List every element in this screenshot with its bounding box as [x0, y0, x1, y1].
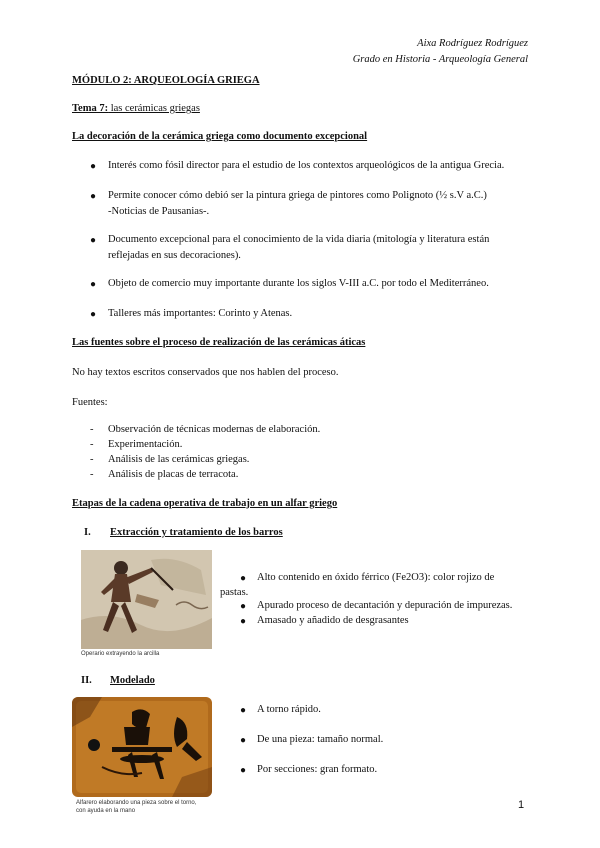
source-item: Análisis de las cerámicas griegas.: [108, 454, 250, 465]
topic-text: las cerámicas griegas: [108, 103, 200, 114]
stage1-title: Extracción y tratamiento de los barros: [110, 527, 283, 538]
stage1-bullet-1-line2: pastas.: [220, 587, 249, 598]
stage2-image-caption-line2: con ayuda en la mano: [76, 808, 136, 814]
bullet-dot: ●: [90, 309, 97, 320]
bullet-dot: ●: [240, 616, 247, 627]
stage2-bullet-3: Por secciones: gran formato.: [257, 764, 378, 775]
pinax-potter-wheel-image: [72, 697, 212, 797]
section1-bullet-3-line1: Documento excepcional para el conocimiento de la vida diaria (mitología y literatura están: [108, 234, 490, 245]
bullet-dot: ●: [240, 705, 247, 716]
bullet-dot: ●: [240, 765, 247, 776]
stage2-title: Modelado: [110, 675, 155, 686]
header-author: Aixa Rodríguez Rodríguez: [417, 38, 528, 49]
bullet-dot: ●: [90, 279, 97, 290]
section3-heading: Etapas de la cadena operativa de trabajo en un alfar griego: [72, 498, 338, 509]
dash-marker: -: [90, 424, 94, 435]
source-item: Observación de técnicas modernas de elaboración.: [108, 424, 321, 435]
bullet-dot: ●: [90, 235, 97, 246]
stage1-bullet-2: Apurado proceso de decantación y depuración de impurezas.: [257, 600, 513, 611]
source-item: Experimentación.: [108, 439, 183, 450]
section1-bullet-4: Objeto de comercio muy importante durante los siglos V-III a.C. por todo el Mediterráneo.: [108, 278, 489, 289]
sources-label: Fuentes:: [72, 397, 108, 408]
module-title: MÓDULO 2: ARQUEOLOGÍA GRIEGA: [72, 75, 260, 86]
stage2-image-caption-line1: Alfarero elaborando una pieza sobre el torno,: [76, 800, 197, 806]
section1-bullet-2-line1: Permite conocer cómo debió ser la pintura griega de pintores como Polignoto (½ s.V a.C.): [108, 190, 487, 201]
bullet-dot: ●: [90, 191, 97, 202]
section1-bullet-2-line2: -Noticias de Pausanias-.: [108, 206, 210, 217]
section2-heading: Las fuentes sobre el proceso de realización de las cerámicas áticas: [72, 337, 366, 348]
section1-bullet-3-line2: reflejadas en sus decoraciones).: [108, 250, 241, 261]
section2-intro: No hay textos escritos conservados que nos hablen del proceso.: [72, 367, 339, 378]
bullet-dot: ●: [240, 601, 247, 612]
page-number: 1: [518, 799, 525, 811]
stage1-image-caption: Operario extrayendo la arcilla: [81, 651, 160, 657]
topic-line: [72, 103, 200, 114]
bullet-dot: ●: [240, 573, 247, 584]
dash-marker: -: [90, 439, 94, 450]
stage1-bullet-3: Amasado y añadido de desgrasantes: [257, 615, 409, 626]
stage1-numeral: I.: [84, 527, 91, 538]
bullet-dot: ●: [90, 161, 97, 172]
stage2-bullet-2: De una pieza: tamaño normal.: [257, 734, 384, 745]
dash-marker: -: [90, 469, 94, 480]
section1-heading: La decoración de la cerámica griega como documento excepcional: [72, 131, 368, 142]
section1-bullet-1: Interés como fósil director para el estudio de los contextos arqueológicos de la antigua Grecia.: [108, 160, 505, 171]
stage1-bullet-1-line1: Alto contenido en óxido férrico (Fe2O3): color rojizo de: [257, 572, 495, 583]
header-course: Grado en Historia - Arqueología General: [352, 54, 528, 65]
stage2-bullet-1: A torno rápido.: [257, 704, 321, 715]
section1-bullet-5: Talleres más importantes: Corinto y Atenas.: [108, 308, 293, 319]
bullet-dot: ●: [240, 735, 247, 746]
topic-label: Tema 7:: [72, 103, 109, 114]
dash-marker: -: [90, 454, 94, 465]
stage2-numeral: II.: [81, 675, 92, 686]
pinax-clay-extraction-image: [81, 550, 212, 649]
source-item: Análisis de placas de terracota.: [108, 469, 239, 480]
